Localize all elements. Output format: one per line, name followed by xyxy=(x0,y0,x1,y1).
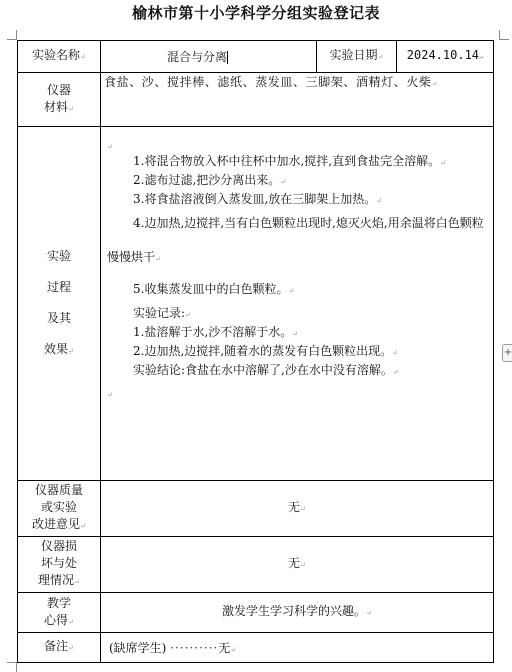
remark-label: 备注 xyxy=(44,639,69,653)
equipment-label-line: 仪器 xyxy=(46,82,71,97)
paragraph-mark: ↵ xyxy=(68,617,74,626)
text-cursor xyxy=(227,51,228,64)
paragraph-mark: ↵ xyxy=(300,561,306,569)
equipment-row xyxy=(18,73,494,127)
experiment-date-value-cell[interactable] xyxy=(397,41,494,73)
paragraph-mark: ↵ xyxy=(377,53,384,61)
add-column-handle-icon[interactable]: + xyxy=(502,344,512,362)
equipment-value[interactable]: 食盐、沙、搅拌棒、滤纸、蒸发皿、三脚架、酒精灯、火柴 xyxy=(104,75,432,89)
teaching-gains-label-cell xyxy=(18,593,101,633)
record-item-1: 1.盐溶解于水,沙不溶解于水。↵ xyxy=(133,325,299,339)
document-title: 榆林市第十小学科学分组实验登记表 xyxy=(131,4,380,22)
remark-value[interactable]: 无 xyxy=(218,641,231,655)
equipment-label-cell xyxy=(18,73,101,127)
damage-label-line: 坏与处 xyxy=(40,556,77,570)
quality-value-cell[interactable] xyxy=(101,481,494,537)
remark-dots: ·········· xyxy=(170,641,219,655)
experiment-name-label-cell xyxy=(18,41,101,73)
damage-label-line: 仪器损 xyxy=(40,539,77,553)
damage-value[interactable]: 无 xyxy=(288,556,301,570)
process-label-cell xyxy=(18,127,101,481)
experiment-name-value-cell[interactable] xyxy=(101,41,317,73)
teaching-gains-label-line: 教学 xyxy=(46,595,71,610)
experiment-date-value[interactable]: 2024.10.14 xyxy=(406,48,480,62)
paragraph-mark: ↵ xyxy=(80,53,86,61)
teaching-gains-label-line: 心得 xyxy=(44,612,69,627)
experiment-name-value[interactable]: 混合与分离 xyxy=(167,50,228,64)
record-title: 实验记录:↵ xyxy=(133,306,191,320)
process-label-line: 实验 xyxy=(46,248,71,263)
paragraph-mark: ↵ xyxy=(74,578,80,586)
teaching-gains-row xyxy=(18,593,494,633)
quality-label-line: 改进意见 xyxy=(32,517,81,531)
experiment-date-label: 实验日期 xyxy=(329,48,378,62)
experiment-register-table xyxy=(17,40,494,663)
paragraph-mark: ↵ xyxy=(366,609,372,617)
equipment-value-cell[interactable] xyxy=(101,73,494,127)
process-content-cell[interactable] xyxy=(101,127,494,481)
quality-label-line: 仪器质量 xyxy=(34,483,83,497)
experiment-conclusion: 实验结论:食盐在水中溶解了,沙在水中没有溶解。↵ xyxy=(133,363,399,377)
quality-label-cell xyxy=(18,481,101,537)
quality-value[interactable]: 无 xyxy=(288,500,301,514)
process-step-3: 3.将食盐溶液倒入蒸发皿,放在三脚架上加热。↵ xyxy=(133,192,383,206)
experiment-name-row xyxy=(18,41,494,73)
equipment-label-line: 材料 xyxy=(44,99,69,114)
quality-label-line: 或实验 xyxy=(40,500,77,514)
margin-corner-mark xyxy=(499,30,509,40)
paragraph-mark: ↵ xyxy=(68,104,74,113)
quality-row xyxy=(18,481,494,537)
teaching-gains-value[interactable]: 激发学生学习科学的兴趣。 xyxy=(222,604,367,618)
experiment-name-label: 实验名称 xyxy=(32,48,81,62)
damage-label-line: 理情况 xyxy=(38,573,75,587)
margin-corner-mark xyxy=(7,30,17,40)
damage-row xyxy=(18,537,494,593)
experiment-date-label-cell xyxy=(317,41,397,73)
remark-value-cell[interactable] xyxy=(101,633,494,663)
process-label-line: 及其 xyxy=(46,310,71,325)
paragraph-mark: ↵ xyxy=(68,346,74,355)
remark-row xyxy=(18,633,494,663)
process-step-5: 5.收集蒸发皿中的白色颗粒。↵ xyxy=(133,282,295,296)
remark-label-cell xyxy=(18,633,101,663)
damage-value-cell[interactable] xyxy=(101,537,494,593)
paragraph-mark: ↵ xyxy=(107,143,113,151)
margin-corner-mark xyxy=(7,662,17,672)
teaching-gains-value-cell[interactable] xyxy=(101,593,494,633)
process-step-1: 1.将混合物放入杯中往杯中加水,搅拌,直到食盐完全溶解。↵ xyxy=(133,154,446,168)
paragraph-mark: ↵ xyxy=(107,391,113,399)
process-label-line: 过程 xyxy=(46,279,71,294)
paragraph-mark: ↵ xyxy=(479,53,484,61)
paragraph-mark: ↵ xyxy=(431,80,439,88)
paragraph-mark: ↵ xyxy=(68,644,74,652)
record-item-2: 2.边加热,边搅拌,随着水的蒸发有白色颗粒出现。↵ xyxy=(133,344,398,358)
paragraph-mark: ↵ xyxy=(300,505,306,513)
remark-absent-label: (缺席学生) xyxy=(109,641,167,655)
process-step-4: 4.边加热,边搅拌,当有白色颗粒出现时,熄灭火焰,用余温将白色颗粒慢慢烘干↵ xyxy=(107,216,484,264)
process-step-2: 2.滤布过滤,把沙分离出来。↵ xyxy=(133,173,287,187)
process-row xyxy=(18,127,494,481)
damage-label-cell xyxy=(18,537,101,593)
process-label-line: 效果 xyxy=(44,341,69,356)
paragraph-mark: ↵ xyxy=(230,646,237,654)
paragraph-mark: ↵ xyxy=(80,522,86,530)
